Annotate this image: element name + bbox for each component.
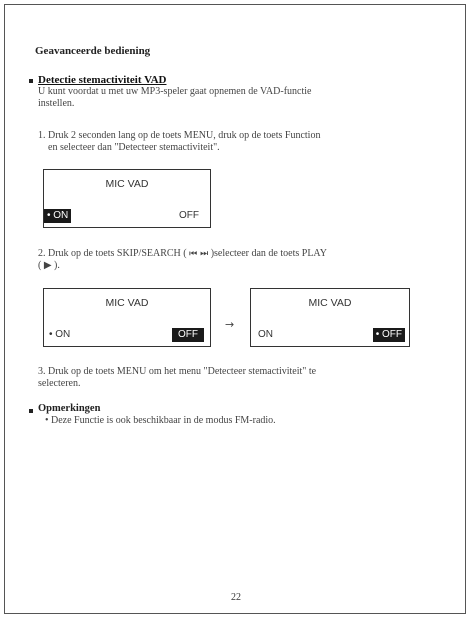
lcd-display-2: [43, 288, 211, 347]
lcd-option-on-selected: • ON: [44, 209, 71, 223]
lcd-header: MIC VAD: [105, 178, 149, 190]
section-heading-vad: Detectie stemactiviteit VAD: [38, 74, 167, 86]
notes-heading: Opmerkingen: [38, 403, 101, 414]
step2-line-1: [38, 248, 327, 260]
notes-item-1: • Deze Functie is ook beschikbaar in de modus FM-radio.: [45, 415, 276, 426]
page-title: Geavanceerde bediening: [35, 45, 151, 57]
step3-line-2: selecteren.: [38, 378, 81, 389]
step2-line-2: ( ▶ ).: [38, 260, 60, 271]
lcd-header: MIC VAD: [308, 297, 352, 309]
lcd-display-3: [250, 288, 410, 347]
step1-line-2: en selecteer dan "Detecteer stemactiviteit".: [48, 142, 220, 153]
lcd-option-off-selected: OFF: [172, 328, 204, 342]
step3-line-1: 3. Druk op de toets MENU om het menu "Detecteer stemactiviteit" te: [38, 366, 317, 377]
bullet-icon: [29, 79, 33, 83]
bullet-icon: [29, 409, 33, 413]
lcd-display-1: [43, 169, 211, 228]
skip-search-icons: ⏮ ⏭: [189, 249, 209, 259]
page-number: 22: [231, 592, 241, 603]
step2-text-b: )selecteer dan de toets PLAY: [208, 248, 327, 259]
manual-page: [4, 4, 466, 614]
lcd-option-on: • ON: [49, 329, 71, 340]
lcd-option-off-selected: • OFF: [373, 328, 405, 342]
step1-line-1: 1. Druk 2 seconden lang op de toets MENU, druk op de toets Function: [38, 130, 321, 141]
intro-line-1: U kunt voordat u met uw MP3-speler gaat opnemen de VAD-functie: [38, 86, 312, 97]
lcd-header: MIC VAD: [105, 297, 149, 309]
arrow-right-icon: →: [225, 318, 235, 331]
intro-line-2: instellen.: [38, 98, 75, 109]
step2-text-a: 2. Druk op de toets SKIP/SEARCH (: [38, 248, 190, 259]
lcd-option-off: OFF: [179, 210, 199, 221]
lcd-option-on: ON: [258, 329, 273, 340]
